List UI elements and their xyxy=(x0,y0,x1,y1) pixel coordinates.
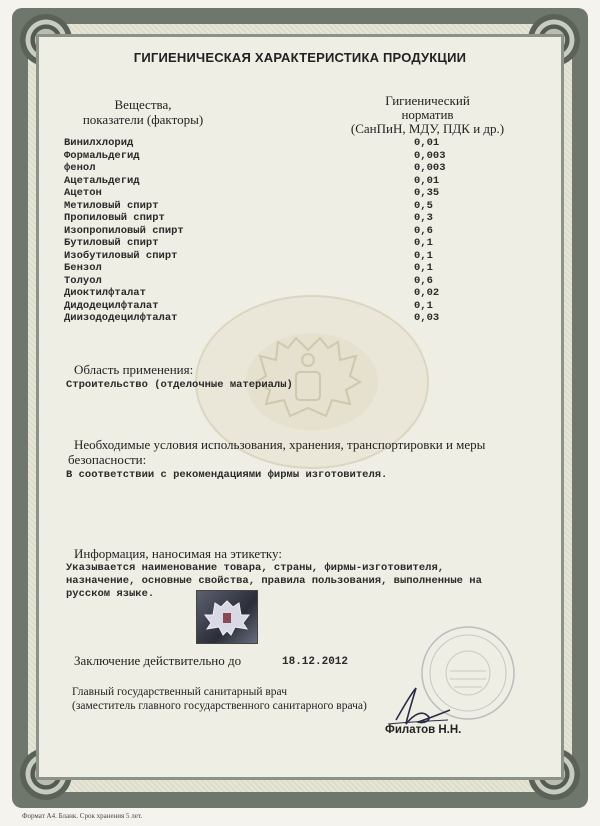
table-row xyxy=(64,150,494,163)
substance-name: Ацетон xyxy=(64,187,102,199)
table-row xyxy=(64,262,494,275)
norm-value: 0,01 xyxy=(414,174,440,187)
column-header-substances xyxy=(68,97,218,127)
norm-value: 0,003 xyxy=(414,149,446,162)
table-row xyxy=(64,312,494,325)
header-line: норматив xyxy=(401,107,454,122)
table-row xyxy=(64,237,494,250)
substance-name: Ацетальдегид xyxy=(64,174,140,187)
substance-name: Диоктилфталат xyxy=(64,287,146,299)
substance-name: Толуол xyxy=(64,274,102,287)
column-header-norm xyxy=(345,94,510,136)
norm-value: 0,35 xyxy=(414,187,440,199)
norm-value: 0,3 xyxy=(414,212,433,224)
table-row xyxy=(64,187,494,200)
norm-value: 0,5 xyxy=(414,199,433,212)
labeling-label: Информация, наносимая на этикетку: xyxy=(74,546,282,561)
labeling-text: русском языке. xyxy=(66,588,155,600)
norm-value: 0,6 xyxy=(414,224,433,237)
signatory-title: Главный государственный санитарный врач xyxy=(72,686,287,698)
substance-name: Пропиловый спирт xyxy=(64,212,165,224)
table-row xyxy=(64,300,494,313)
table-row xyxy=(64,225,494,238)
norm-value: 0,1 xyxy=(414,237,433,249)
table-row xyxy=(64,175,494,188)
conditions-label: Необходимые условия использования, хранения, транспортировки и меры xyxy=(74,437,486,452)
substance-name: Дидодецилфталат xyxy=(64,299,159,312)
table-row xyxy=(64,250,494,263)
conditions-label: безопасности: xyxy=(68,452,147,467)
validity-date: 18.12.2012 xyxy=(282,656,349,668)
scope-text: Строительство (отделочные материалы) xyxy=(66,379,293,391)
validity-label: Заключение действительно до xyxy=(74,653,242,668)
header-line: (СанПиН, МДУ, ПДК и др.) xyxy=(350,121,505,136)
form-footer: Формат А4. Бланк. Срок хранения 5 лет. xyxy=(22,812,143,820)
substance-name: Бензол xyxy=(64,262,102,274)
document-title: ГИГИЕНИЧЕСКАЯ ХАРАКТЕРИСТИКА ПРОДУКЦИИ xyxy=(133,50,467,65)
norm-value: 0,1 xyxy=(414,249,433,262)
norm-value: 0,1 xyxy=(414,262,433,274)
substance-name: фенол xyxy=(64,162,96,174)
header-line: Гигиенический xyxy=(385,93,470,108)
conditions-text: В соответствии с рекомендациями фирмы изготовителя. xyxy=(66,469,388,481)
norm-value: 0,03 xyxy=(414,312,440,324)
table-row xyxy=(64,137,494,150)
table-row xyxy=(64,162,494,175)
norm-value: 0,003 xyxy=(414,162,446,174)
substance-name: Бутиловый спирт xyxy=(64,237,159,249)
substance-name: Метиловый спирт xyxy=(64,199,159,212)
substances-table xyxy=(64,137,494,325)
substance-name: Диизододецилфталат xyxy=(64,312,178,324)
table-row xyxy=(64,287,494,300)
substance-name: Изобутиловый спирт xyxy=(64,249,178,262)
norm-value: 0,02 xyxy=(414,287,440,299)
header-line: показатели (факторы) xyxy=(82,112,204,127)
signatory-name: Филатов Н.Н. xyxy=(385,724,462,736)
labeling-text: Указывается наименование товара, страны, фирмы-изготовителя, xyxy=(66,562,445,574)
labeling-text: назначение, основные свойства, правила пользования, выполненные на xyxy=(66,575,482,587)
substance-name: Изопропиловый спирт xyxy=(64,224,184,237)
table-row xyxy=(64,200,494,213)
signatory-subtitle: (заместитель главного государственного санитарного врача) xyxy=(72,700,367,712)
table-row xyxy=(64,275,494,288)
norm-value: 0,6 xyxy=(414,274,433,287)
table-row xyxy=(64,212,494,225)
hologram-eagle-icon xyxy=(197,591,257,643)
norm-value: 0,01 xyxy=(414,137,440,149)
header-line: Вещества, xyxy=(114,97,172,112)
substance-name: Винилхлорид xyxy=(64,137,134,149)
norm-value: 0,1 xyxy=(414,299,433,312)
substance-name: Формальдегид xyxy=(64,149,140,162)
scope-label: Область применения: xyxy=(74,362,194,377)
hologram-sticker xyxy=(196,590,258,644)
